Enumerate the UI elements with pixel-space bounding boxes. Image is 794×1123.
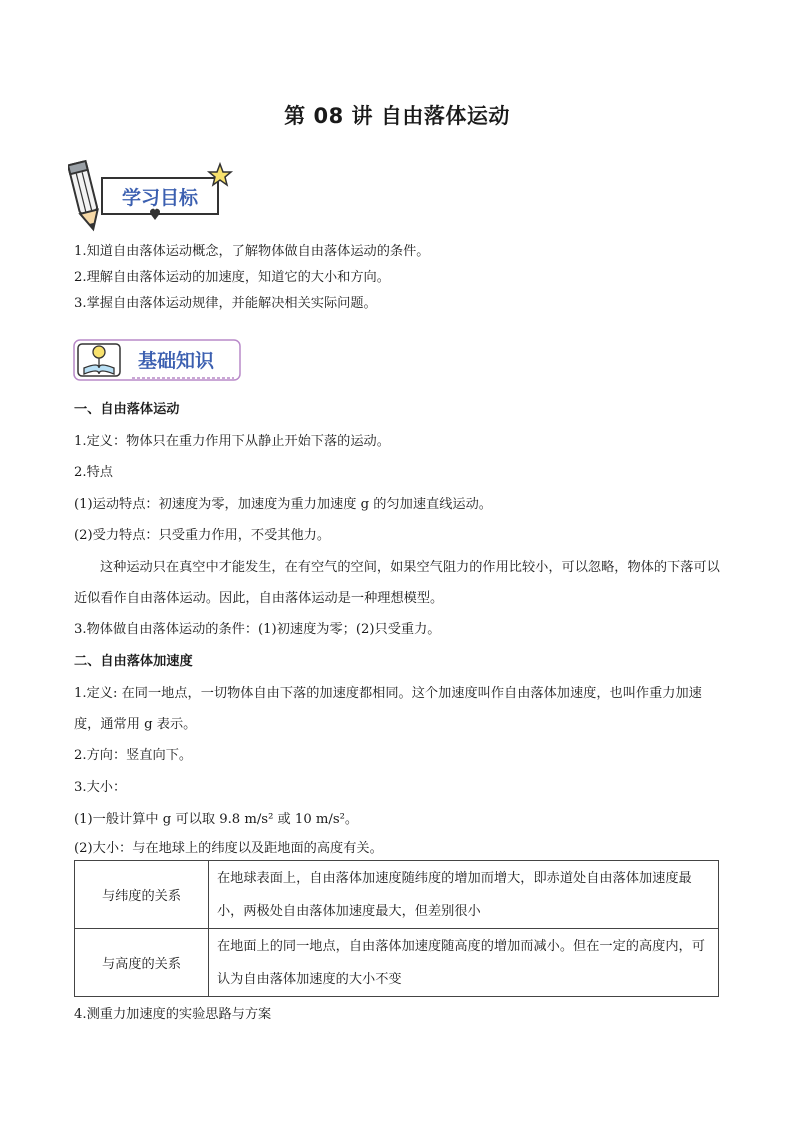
section1-definition: 1.定义：物体只在重力作用下从静止开始下落的运动。 [74,434,390,449]
section2-definition: 1.定义: 在同一地点，一切物体自由下落的加速度都相同。这个加速度叫作自由落体加速度，也叫作重力加速度，通常用 g 表示。 [74,686,702,732]
table-key: 与高度的关系 [75,929,209,997]
section2-magnitude: 3.大小： [74,780,127,795]
section1-conditions: 3.物体做自由落体运动的条件：(1)初速度为零；(2)只受重力。 [74,622,441,637]
table-row [75,929,719,997]
basic-knowledge-badge [72,334,244,388]
section1-force: (2)受力特点：只受重力作用，不受其他力。 [74,528,331,543]
objectives-label: 学习目标 [121,187,199,209]
section1-heading: 一、自由落体运动 [74,402,180,417]
objective-3: 3.掌握自由落体运动规律，并能解决相关实际问题。 [74,296,377,311]
section1-features: 2.特点 [74,465,113,480]
section2-general: (1)一般计算中 g 可以取 9.8 m/s² 或 10 m/s²。 [74,812,359,827]
basics-label: 基础知识 [137,350,215,372]
section2-heading: 二、自由落体加速度 [74,654,193,669]
objective-2: 2.理解自由落体运动的加速度，知道它的大小和方向。 [74,270,390,285]
learning-objectives-badge [68,156,238,236]
section2-direction: 2.方向：竖直向下。 [74,748,193,763]
pencil-icon [68,161,102,231]
section2-experiment: 4.测重力加速度的实验思路与方案 [74,1007,272,1022]
page-title: 第 08 讲 自由落体运动 [284,104,510,128]
section1-note: 这种运动只在真空中才能发生，在有空气的空间，如果空气阻力的作用比较小，可以忽略，物体的下落可以近似看作自由落体运动。因此，自由落体运动是一种理想模型。 [74,560,720,606]
table-row [75,861,719,929]
relation-table [74,860,719,997]
table-value: 在地球表面上，自由落体加速度随纬度的增加而增大，即赤道处自由落体加速度最小，两极处自由落体加速度最大，但差别很小 [209,861,719,929]
table-key: 与纬度的关系 [75,861,209,929]
section2-size: (2)大小：与在地球上的纬度以及距地面的高度有关。 [74,841,383,856]
table-value: 在地面上的同一地点，自由落体加速度随高度的增加而减小。但在一定的高度内，可认为自由落体加速度的大小不变 [209,929,719,997]
objective-1: 1.知道自由落体运动概念，了解物体做自由落体运动的条件。 [74,244,430,259]
section1-motion: (1)运动特点：初速度为零，加速度为重力加速度 g 的匀加速直线运动。 [74,497,492,512]
